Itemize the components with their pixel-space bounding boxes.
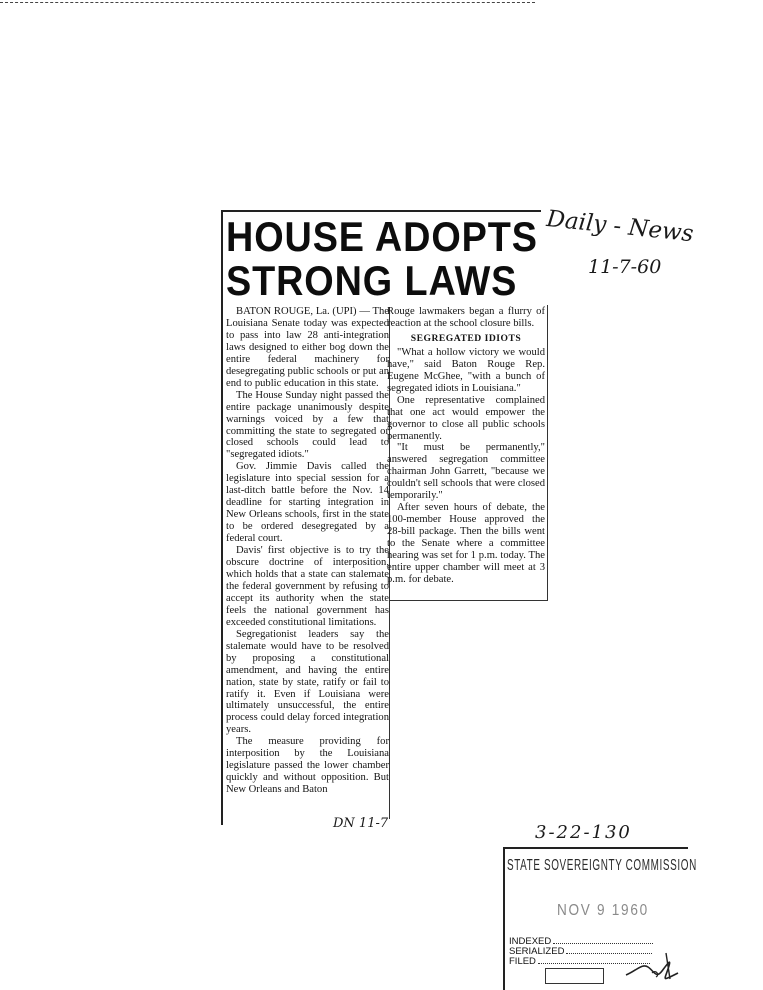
paragraph: BATON ROUGE, La. (UPI) — The Louisiana Senate today was expected to pass into law 28 anti-integration laws designed to either bog down the entire federal machinery for desegregating public schools or put an end to public education in this state. [226, 306, 389, 389]
headline-line-1: HOUSE ADOPTS [226, 213, 538, 260]
paragraph: "What a hollow victory we would have," said Baton Rouge Rep. Eugene McGhee, "with a bunch of segregated idiots in Louisiana." [387, 346, 545, 394]
handwritten-date: 11-7-60 [588, 256, 662, 278]
signature-scribble [622, 949, 682, 983]
paragraph: Gov. Jimmie Davis called the legislature into special session for a last-ditch battle before the Nov. 14 deadline for starting integration in New Orleans schools, first in the state to be ordered desegregated by a federal court. [226, 461, 389, 545]
handwritten-initials: DN 11-7 [333, 816, 389, 831]
article-column-2 [387, 306, 545, 586]
scan-top-edge [0, 2, 535, 3]
article-column-1 [226, 306, 389, 796]
paragraph: Rouge lawmakers began a flurry of reaction at the school closure bills. [387, 306, 545, 329]
paragraph: Segregationist leaders say the stalemate would have to be resolved by proposing a constitutional amendment, and having the entire nation, state by state, ratify or fail to ratify it. Even if Louisiana were ultimately unsuccessful, the entire process could delay forced integration years. [226, 628, 389, 736]
clipping-border-top [221, 210, 541, 212]
paragraph: The measure providing for interposition by the Louisiana legislature passed the lower chamber quickly and without opposition. But New Orleans and Baton [226, 736, 389, 796]
stamp-border-top [503, 847, 688, 849]
stamp-title: STATE SOVEREIGNTY COMMISSION [507, 857, 697, 874]
paragraph: Davis' first objective is to try the obscure doctrine of interposition, which holds that a state can stalemate the federal government by refusing to accept its authority when the state feels the national government has exceeded constitutional limitations. [226, 545, 389, 628]
stamp-box [545, 968, 604, 984]
clipping-cut-edge [547, 305, 548, 601]
stamp-field-label: INDEXED [509, 936, 552, 947]
paragraph: After seven hours of debate, the 100-member House approved the 28-bill package. Then the bills went to the Senate where a committee hearing was set for 1 p.m. today. The entire upper chamber will meet at 3 p.m. for debate. [387, 502, 545, 585]
clipping-cut-edge [389, 600, 547, 601]
paragraph: One representative complained that one act would empower the governor to close all public schools permanently. [387, 394, 545, 442]
stamp-border-left [503, 847, 505, 990]
headline-line-2: STRONG LAWS [226, 257, 518, 304]
paragraph: "It must be permanently," answered segregation committee chairman John Garrett, "because we couldn't sell schools that were closed temporarily." [387, 442, 545, 502]
stamp-field-label: FILED [509, 956, 536, 967]
clipping-border-left [221, 210, 223, 825]
handwritten-newspaper-name: Daily - News [545, 206, 695, 248]
handwritten-file-number: 3-22-130 [535, 822, 632, 843]
paragraph: The House Sunday night passed the entire package unanimously despite warnings voiced by a few that committing the state to segregated or closed schools could lead to "segregated idiots." [226, 389, 389, 461]
stamp-field-label: SERIALIZED [509, 946, 565, 957]
subheading: SEGREGATED IDIOTS [410, 332, 522, 344]
stamp-date: NOV 9 1960 [557, 902, 649, 919]
article-headline [226, 213, 538, 304]
